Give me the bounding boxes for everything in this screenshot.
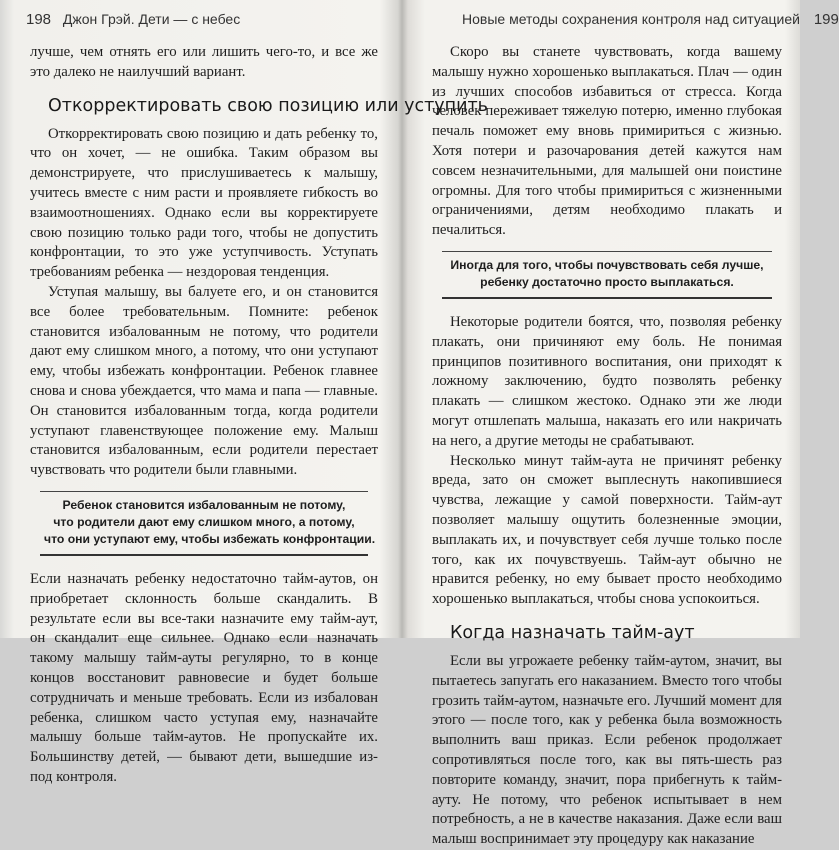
left-running-head: [26, 8, 390, 30]
left-callout-line-1: Ребенок становится избалованным не потому,: [62, 497, 346, 512]
right-para-1: Скоро вы станете чувствовать, когда вашему малышу нужно хорошенько выплакаться. Плач — один из лучших способов избавиться от стресса. Когда человек переживает тяжелую потерю, именно глубокая печаль поможет ему вновь примириться с жизнью. Хотя потери и разочарования детей кажутся нам совсем незначительными, для малышей они поистине огромны. Для того чтобы примириться с жизненными ограничениями, детям необходимо плакать и печалиться.: [432, 44, 782, 239]
right-running-head: [462, 8, 839, 30]
left-callout-box: [40, 491, 376, 556]
right-callout-line-1: Иногда для того, чтобы почувствовать себя лучше,: [450, 257, 764, 272]
left-para-3: Если назначать ребенку недостаточно тайм-аутов, он приобретает склонность больше скандалить. В результате если вы все-таки назначите ему тайм-аут, он скандалит еще сильнее. Однако если назначать такому малышу тайм-ауты регулярно, то в конце концов восстановит равновесие и будет больше сотрудничать и меньше требовать. Если из избалован ребенка, слишком часто уступая ему, назначайте малышу больше тайм-аутов. Не пропускайте их. Большинству детей, — бывают дети, вышедшие из-под контроля.: [30, 570, 378, 785]
left-section-heading: Откорректировать свою позицию или уступить: [48, 95, 488, 116]
left-running-head-title: Джон Грэй. Дети — с небес: [62, 11, 241, 27]
left-page-text: [30, 43, 488, 788]
right-running-head-title: Новые методы сохранения контроля над ситуацией: [462, 11, 800, 27]
left-callout-line-3: что они уступают ему, чтобы избежать конфронтации.: [44, 531, 376, 546]
left-para-1: Откорректировать свою позицию и дать ребенку то, что он хочет, — не ошибка. Таким образом вы демонстрируете, что прислушиваетесь к малышу, учитесь вместе с ним расти и проявляете гибкость во взаимоотношениях. Однако если вы корректируете свою позицию только ради того, чтобы не допустить конфронтации, то это уже уступчивость. Уступать требованиям ребенка — нездоровая тенденция.: [30, 125, 378, 281]
right-page: [402, 0, 839, 848]
right-section-heading: Когда назначать тайм-аут: [450, 622, 695, 643]
right-callout-line-2: ребенку достаточно просто выплакаться.: [480, 274, 734, 289]
right-page-text: [432, 43, 782, 850]
left-callout-line-2: что родители дают ему слишком много, а потому,: [53, 514, 355, 529]
right-para-4: Если вы угрожаете ребенку тайм-аутом, значит, вы пытаетесь запугать его наказанием. Вместо того чтобы грозить тайм-аутом, назначьте его. Лучший момент для этого — после того, как у ребенка была возможность выполнить ваш приказ. Если ребенок продолжает сопротивляться после того, как вы пять-шесть раз повторите команду, значит, пора прибегнуть к тайм-ауту. Не потому, что ребенок испытывает в нем потребность, а не в качестве наказания. Даже если ваш малыш воспринимает эту процедуру как наказание: [432, 652, 782, 848]
left-para-2: Уступая малышу, вы балуете его, и он становится все более требовательным. Помните: ребенок становится избалованным не потому, что родители дают ему слишком много, а потому, что они уступают ему, чтобы избежать конфронтации. Ребенок главнее снова и снова убеждается, что мама и папа — главные. Он становится избалованным тогда, когда родители уступают главенствующее положение ему. Малыш становится избалованным, если родители перестает чувствовать что родители были главными.: [30, 283, 378, 479]
right-page-number: 199: [813, 11, 839, 28]
right-para-2: Некоторые родители боятся, что, позволяя ребенку плакать, они причиняют ему боль. Не понимая принципов позитивного воспитания, они приходят к ложному заключению, будто позволять ребенку плакать — слишком жестоко. Однако эти же люди могут отшлепать малыша, наказать его или накричать на него, а другие методы не срабатывают.: [432, 313, 782, 449]
right-callout-box: [442, 251, 772, 299]
right-para-3: Несколько минут тайм-аута не причинят ребенку вреда, зато он сможет выплеснуть накопившиеся чувства, лежащие у самой поверхности. Тайм-аут позволяет малышу ощутить болезненные эмоции, выплакать их, и почувствует себя лучше только после того, как их почувствуешь. Тайм-аут обычно не нравится ребенку, но ему бывает просто необходимо хорошенько выплакаться, чтобы снова успокоиться.: [432, 452, 782, 608]
left-para-continued: лучше, чем отнять его или лишить чего-то, и все же это далеко не наилучший вариант.: [30, 44, 378, 80]
left-page-number: 198: [26, 11, 52, 28]
